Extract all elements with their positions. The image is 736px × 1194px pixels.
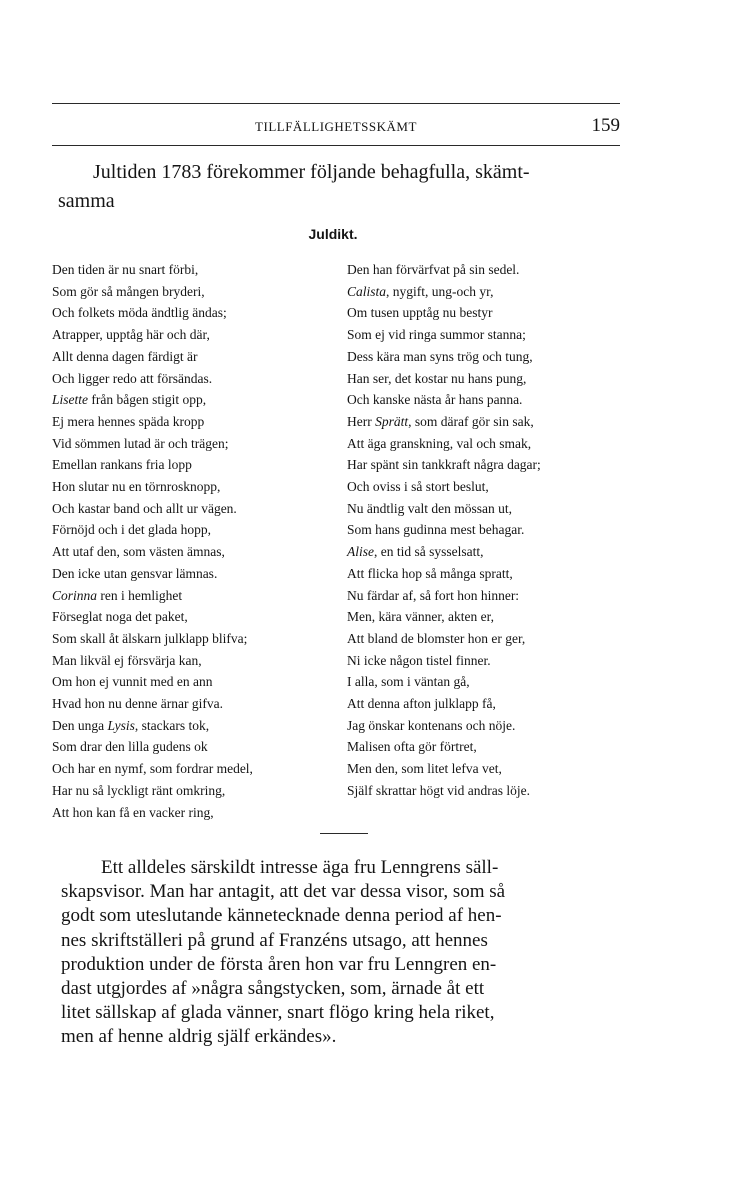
running-head xyxy=(52,117,620,137)
poem-text: Att utaf den, som västen ämnas, xyxy=(52,544,225,560)
body-line: Ett alldeles särskildt intresse äga fru Lenngrens säll- xyxy=(101,857,499,878)
section-divider xyxy=(320,833,368,834)
poem-line xyxy=(52,628,253,650)
poem-text: Vid sömmen lutad är och trägen; xyxy=(52,435,229,451)
poem-line xyxy=(52,606,253,628)
poem-text: Som gör så mången bryderi, xyxy=(52,283,205,299)
poem-text: ren i hemlighet xyxy=(97,587,183,603)
poem-text: Man likväl ej försvärja kan, xyxy=(52,652,202,668)
poem-line xyxy=(52,259,253,281)
poem-text: Har spänt sin tankkraft några dagar; xyxy=(347,457,541,473)
poem-line xyxy=(347,302,541,324)
poem-text: Att flicka hop så många spratt, xyxy=(347,565,513,581)
poem-left-column xyxy=(52,259,253,823)
poem-line xyxy=(347,715,541,737)
poem-text: Själf skrattar högt vid andras löje. xyxy=(347,782,530,798)
character-name: Lisette xyxy=(52,392,88,408)
running-title: TILLFÄLLIGHETSSKÄMT xyxy=(255,119,417,134)
character-name: Lysis xyxy=(107,717,135,733)
poem-text: Den tiden är nu snart förbi, xyxy=(52,262,199,277)
poem-text: från bågen stigit opp, xyxy=(88,392,207,408)
poem-text: Att denna afton julklapp få, xyxy=(347,696,496,712)
poem-line xyxy=(52,411,253,433)
poem-line xyxy=(52,498,253,520)
body-line: litet sällskap af glada vänner, snart flögo kring hela riket, xyxy=(61,1002,495,1024)
poem-text: Förseglat noga det paket, xyxy=(52,609,188,625)
poem-line xyxy=(52,650,253,672)
poem-line xyxy=(52,736,253,758)
page-number: 159 xyxy=(591,115,620,136)
poem-text: Förnöjd och i det glada hopp, xyxy=(52,522,211,538)
body-line: skapsvisor. Man har antagit, att det var dessa visor, som så xyxy=(61,881,506,903)
poem-line xyxy=(347,389,541,411)
poem-line xyxy=(347,650,541,672)
poem-line xyxy=(52,389,253,411)
poem-text: Emellan rankans fria lopp xyxy=(52,457,192,473)
poem-line xyxy=(52,780,253,802)
poem-line xyxy=(52,324,253,346)
poem-line xyxy=(52,433,253,455)
poem-line xyxy=(347,563,541,585)
poem-text: , nygift, ung-och yr, xyxy=(386,283,494,299)
character-name: Sprätt xyxy=(375,413,409,429)
body-paragraph xyxy=(61,856,627,1050)
poem-line xyxy=(52,281,253,303)
poem-text: Om hon ej vunnit med en ann xyxy=(52,674,213,690)
poem-text: I alla, som i väntan gå, xyxy=(347,674,470,690)
poem-line xyxy=(52,585,253,607)
poem-text: Som hans gudinna mest behagar. xyxy=(347,522,525,538)
poem-text: Och har en nymf, som fordrar medel, xyxy=(52,761,253,777)
poem-text: Nu färdar af, så fort hon hinner: xyxy=(347,587,520,603)
poem-text: Malisen ofta gör förtret, xyxy=(347,739,477,755)
poem-line xyxy=(347,758,541,780)
poem-line xyxy=(347,736,541,758)
poem-text: Och folkets möda ändtlig ändas; xyxy=(52,305,227,321)
poem-line xyxy=(347,476,541,498)
poem-line xyxy=(347,368,541,390)
poem-text: Den unga xyxy=(52,717,108,733)
poem-text: Men den, som litet lefva vet, xyxy=(347,761,502,777)
body-line: produktion under de första åren hon var fru Lenngren en- xyxy=(61,953,497,975)
character-name: Alise xyxy=(347,544,374,560)
poem-text: Hon slutar nu en törnrosknopp, xyxy=(52,479,221,495)
header-rule xyxy=(52,145,620,146)
poem-line xyxy=(52,519,253,541)
intro-paragraph xyxy=(58,158,622,216)
poem-text: Som skall åt älskarn julklapp blifva; xyxy=(52,630,248,646)
poem-line xyxy=(347,606,541,628)
poem-text: , som däraf gör sin sak, xyxy=(408,413,534,429)
poem-text: , en tid så sysselsatt, xyxy=(374,544,484,560)
poem-text: Den icke utan gensvar lämnas. xyxy=(52,565,218,581)
poem-line xyxy=(347,454,541,476)
poem-line xyxy=(52,346,253,368)
poem-line xyxy=(347,259,541,281)
poem-text: Jag önskar kontenans och nöje. xyxy=(347,717,516,733)
poem-line xyxy=(52,454,253,476)
poem-text: Ni icke någon tistel finner. xyxy=(347,652,491,668)
poem-line xyxy=(52,368,253,390)
intro-line: Jultiden 1783 förekommer följande behagfulla, skämt- xyxy=(93,161,530,183)
poem-line xyxy=(52,715,253,737)
poem-line xyxy=(347,780,541,802)
poem-text: Han ser, det kostar nu hans pung, xyxy=(347,370,527,386)
poem-text: Men, kära vänner, akten er, xyxy=(347,609,494,625)
poem-text: Och oviss i så stort beslut, xyxy=(347,479,489,495)
poem-text: , stackars tok, xyxy=(134,717,210,733)
poem-title: Juldikt. xyxy=(308,226,358,242)
poem-line xyxy=(52,758,253,780)
poem-line xyxy=(52,802,253,824)
poem-line xyxy=(347,324,541,346)
poem-line xyxy=(52,476,253,498)
intro-line: samma xyxy=(58,190,115,212)
body-line: dast utgjordes af »några sångstycken, som, ärnade åt ett xyxy=(61,978,485,1000)
poem-text: Atrapper, upptåg här och där, xyxy=(52,327,210,343)
poem-text: Har nu så lyckligt ränt omkring, xyxy=(52,782,226,798)
poem-line xyxy=(347,433,541,455)
body-line: godt som uteslutande kännetecknade denna period af hen- xyxy=(61,905,502,927)
poem-line xyxy=(347,671,541,693)
poem-text: Som ej vid ringa summor stanna; xyxy=(347,327,526,343)
poem-line xyxy=(347,519,541,541)
poem-line xyxy=(347,541,541,563)
body-line: nes skriftställeri på grund af Franzéns utsago, att hennes xyxy=(61,929,488,951)
poem-line xyxy=(347,346,541,368)
character-name: Corinna xyxy=(52,587,98,603)
poem-text: Nu ändtlig valt den mössan ut, xyxy=(347,500,512,516)
poem-text: Allt denna dagen färdigt är xyxy=(52,348,198,364)
top-rule xyxy=(52,103,620,104)
poem-line xyxy=(347,498,541,520)
poem-text: Ej mera hennes späda kropp xyxy=(52,413,205,429)
character-name: Calista xyxy=(347,283,387,299)
poem-line xyxy=(52,563,253,585)
poem-right-column xyxy=(347,259,541,802)
poem-text: Som drar den lilla gudens ok xyxy=(52,739,208,755)
poem-text: Och ligger redo att försändas. xyxy=(52,370,213,386)
poem-line xyxy=(52,302,253,324)
poem-line xyxy=(347,281,541,303)
poem-text: Att hon kan få en vacker ring, xyxy=(52,804,214,820)
poem-text: Och kanske nästa år hans panna. xyxy=(347,392,523,408)
poem-text: Den han förvärfvat på sin sedel. xyxy=(347,262,520,277)
poem-line xyxy=(52,671,253,693)
poem-text: Och kastar band och allt ur vägen. xyxy=(52,500,237,516)
poem-text: Herr xyxy=(347,413,376,429)
poem-text: Att bland de blomster hon er ger, xyxy=(347,630,526,646)
poem-text: Att äga granskning, val och smak, xyxy=(347,435,532,451)
body-line: men af henne aldrig själf erkändes». xyxy=(61,1026,337,1048)
poem-text: Dess kära man syns trög och tung, xyxy=(347,348,533,364)
poem-line xyxy=(347,411,541,433)
poem-text: Om tusen upptåg nu bestyr xyxy=(347,305,493,321)
poem-text: Hvad hon nu denne ärnar gifva. xyxy=(52,696,223,712)
poem-line xyxy=(52,693,253,715)
poem-line xyxy=(347,585,541,607)
poem-line xyxy=(347,693,541,715)
poem-line xyxy=(347,628,541,650)
poem-line xyxy=(52,541,253,563)
